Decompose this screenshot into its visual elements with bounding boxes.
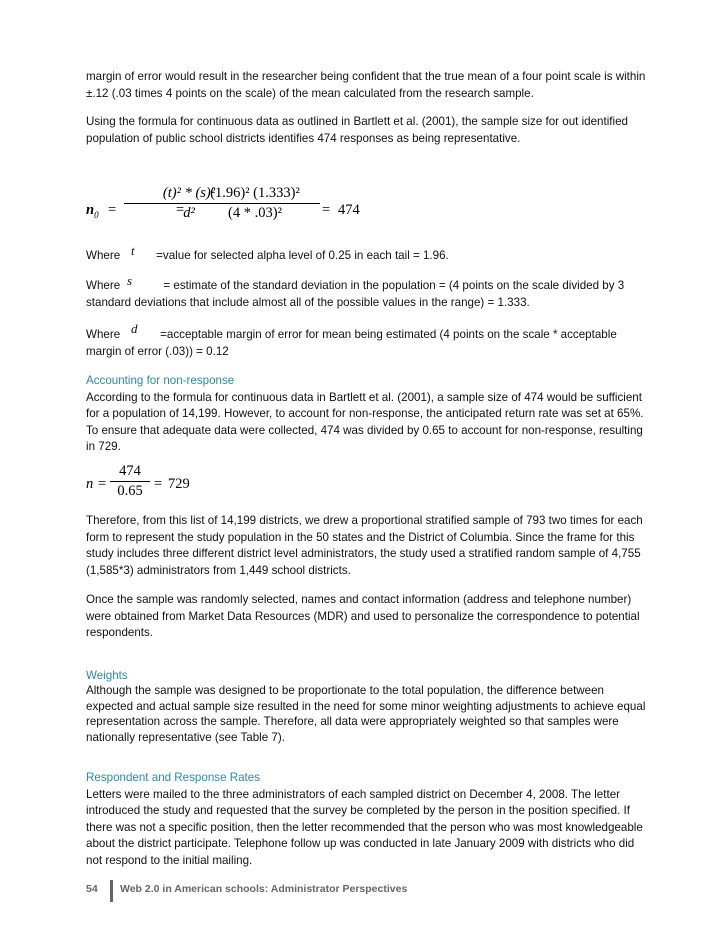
formula1-fraction-general: (t)² * (s)² d² (124, 185, 254, 222)
paragraph-contact-information: Once the sample was randomly selected, names and contact information (address and telephone number) were obtained from Market Data Resources (MDR) and used to personalize the correspondence to potential respondents. (86, 593, 640, 640)
formula-non-response (86, 463, 226, 503)
formula2-lhs: n (86, 476, 94, 492)
weights-text: Although the sample was designed to be proportionate to the total population, the difference between expected and actual sample size resulted in the need for some minor weighting adjustments to achieve equal representation across the sample. Therefore, all data were appropriately weighted so that samples were nationally representative (see Table 7). (86, 684, 646, 744)
heading-weights: Weights (86, 669, 128, 682)
paragraph-stratified-sample: Therefore, from this list of 14,199 districts, we drew a proportional stratified sample of 793 two times for each form to represent the study population in the 50 states and the District of Columbia. Since the frame for this study includes three different district level administrators, the study used a stratified random sample of 4,755 (1,585*3) administrators from 1,449 school districts. (86, 514, 643, 577)
formula1-fraction-values: (1.96)² (1.333)² (4 * .03)² (190, 185, 320, 222)
footer-title: Web 2.0 in American schools: Administrator Perspectives (120, 883, 408, 895)
section-response-rates (86, 770, 646, 870)
response-rates-text: Letters were mailed to the three administrators of each sampled district on December 4, 2008. The letter introduced the study and requested that the survey be completed by the person in the position specified. If there was not a specific position, then the letter recommended that the person who was most knowledgeable about the district participate. Telephone follow up was conducted in late January 2009 with districts who did not respond to the initial mailing. (86, 787, 643, 867)
variable-d: d (131, 321, 138, 336)
formula2-result: 729 (168, 476, 190, 492)
heading-non-response: Accounting for non-response (86, 374, 235, 387)
formula1-equals-3: = (322, 202, 331, 218)
formula1-equals-1: = (108, 202, 117, 218)
section-weights (86, 668, 646, 745)
non-response-text: According to the formula for continuous data in Bartlett et al. (2001), a sample size of 474 would be sufficient for a population of 14,199. However, to account for non-response, the anticipated return rate was set at 65%. To ensure that adequate data were collected, 474 was divided by 0.65 to account for non-response, resulting in 729. (86, 390, 644, 454)
heading-response-rates: Respondent and Response Rates (86, 771, 261, 784)
paragraph-margin-of-error: margin of error would result in the researcher being confident that the true mean of a four point scale is within ±.12 (.03 times 4 points on the scale) of the mean calculated from the research sample. (86, 70, 646, 100)
formula1-result: 474 (338, 202, 360, 218)
variable-t: t (131, 243, 135, 258)
formula1-lhs: $n_0$ (86, 202, 99, 220)
page-number: 54 (86, 883, 98, 895)
paragraph-sample-size-formula: Using the formula for continuous data as outlined in Bartlett et al. (2001), the sample size for out identified population of public school districts identifies 474 responses as being representative. (86, 115, 628, 145)
formula2-equals-2: = (154, 476, 163, 492)
formula2-fraction: 474 0.65 (110, 463, 150, 500)
formula1-equals-2: = (176, 202, 185, 218)
formula-sample-size (86, 180, 386, 240)
footer-divider (110, 880, 113, 902)
formula2-equals-1: = (98, 476, 107, 492)
variable-s: s (127, 273, 133, 288)
definition-d: Where =acceptable margin of error for mean being estimated (4 points on the scale * acceptable margin of error (.03)) = 0.12 (86, 328, 617, 358)
section-non-response (86, 373, 646, 456)
definition-t: Where =value for selected alpha level of 0.25 in each tail = 1.96. (86, 249, 449, 262)
definition-s: Where = estimate of the standard deviation in the population = (4 points on the scale divided by 3 standard deviations that include almost all of the possible values in the range) = 1.333. (86, 279, 625, 309)
